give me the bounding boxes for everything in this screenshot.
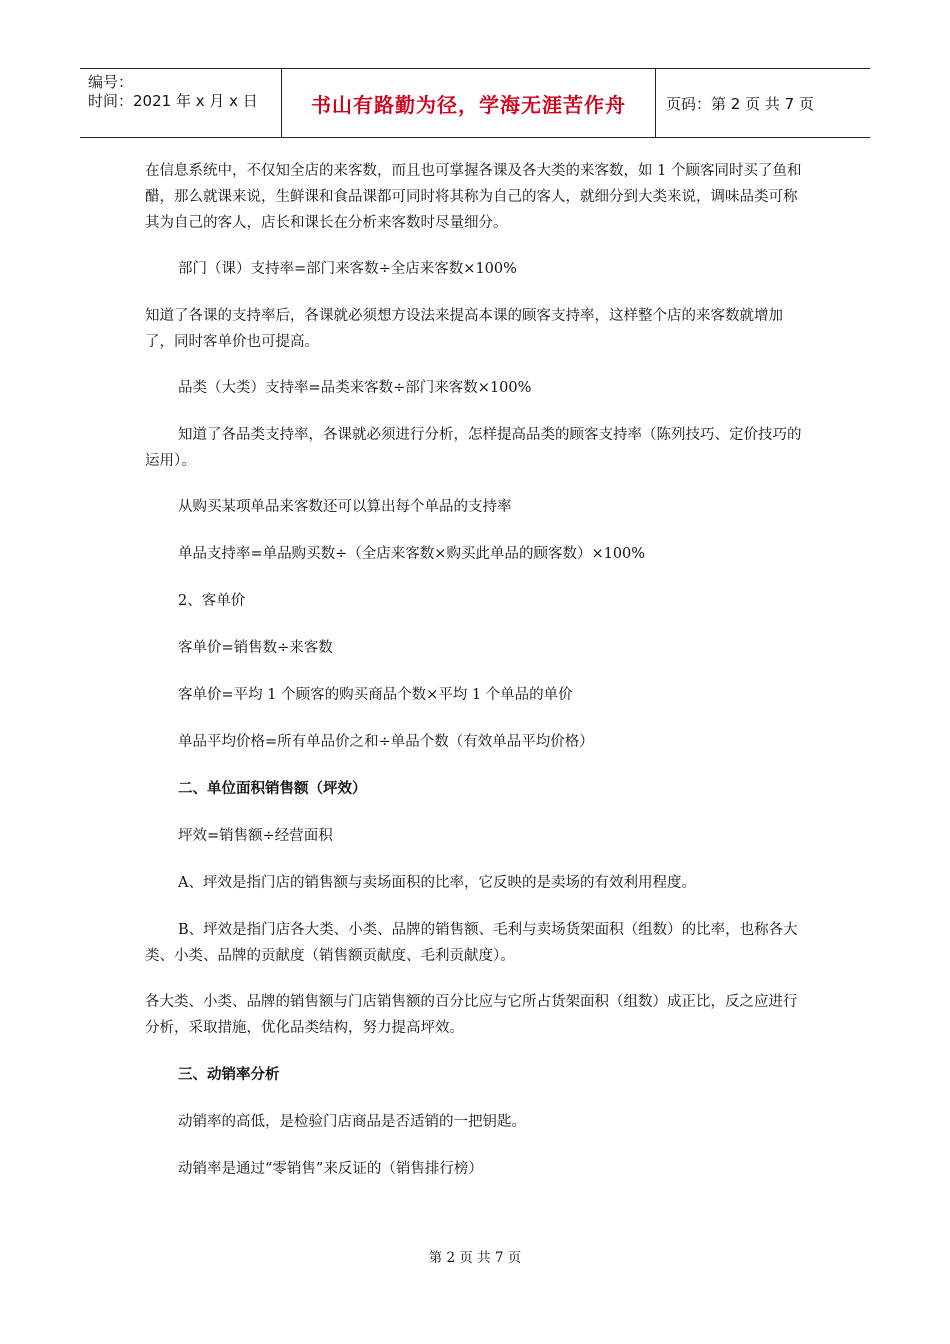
time-label: 时间：2021 年 x 月 x 日 bbox=[88, 92, 258, 110]
section-heading: 三、动销率分析 bbox=[178, 1067, 280, 1083]
paragraph: 动销率的高低，是检验门店商品是否适销的一把钥匙。 bbox=[178, 1114, 526, 1130]
page-label: 页码：第 2 页 共 7 页 bbox=[666, 94, 814, 113]
page-header bbox=[80, 68, 870, 138]
header-page-info bbox=[656, 69, 870, 137]
section-heading: 二、单位面积销售额（坪效） bbox=[178, 781, 367, 797]
motto-text: 书山有路勤为径，学海无涯苦作舟 bbox=[311, 92, 626, 117]
paragraph: 在信息系统中，不仅知全店的来客数，而且也可掌握各课及各大类的来客数，如 1 个顾客同时买了鱼和醋，那么就课来说，生鲜课和食品课都可同时将其称为自己的客人，就细分到大类来说，调味品类可称其为自己的客人，店长和课长在分析来客数时尽量细分。 bbox=[145, 163, 802, 231]
section-heading: 2、客单价 bbox=[178, 593, 246, 609]
paragraph: 各大类、小类、品牌的销售额与门店销售额的百分比应与它所占货架面积（组数）成正比，反之应进行分析，采取措施，优化品类结构，努力提高坪效。 bbox=[145, 994, 798, 1036]
header-meta bbox=[80, 69, 282, 137]
formula-avg-ticket: 客单价=销售数÷来客数 bbox=[178, 640, 333, 656]
paragraph: 知道了各课的支持率后，各课就必须想方设法来提高本课的顾客支持率，这样整个店的来客数就增加了，同时客单价也可提高。 bbox=[145, 308, 783, 350]
page-footer: 第 2 页 共 7 页 bbox=[428, 1250, 522, 1266]
paragraph: 动销率是通过“零销售”来反证的（销售排行榜） bbox=[178, 1161, 483, 1177]
formula-item-support: 单品支持率=单品购买数÷（全店来客数×购买此单品的顾客数）×100% bbox=[178, 546, 646, 562]
formula-avg-item-price: 单品平均价格=所有单品价之和÷单品个数（有效单品平均价格） bbox=[178, 734, 594, 750]
paragraph: 知道了各品类支持率，各课就必须进行分析，怎样提高品类的顾客支持率（陈列技巧、定价技巧的运用）。 bbox=[145, 427, 802, 469]
formula-avg-ticket-2: 客单价=平均 1 个顾客的购买商品个数×平均 1 个单品的单价 bbox=[178, 687, 573, 703]
paragraph: 从购买某项单品来客数还可以算出每个单品的支持率 bbox=[178, 499, 512, 515]
formula-category-support: 品类（大类）支持率=品类来客数÷部门来客数×100% bbox=[178, 380, 532, 396]
formula-dept-support: 部门（课）支持率=部门来客数÷全店来客数×100% bbox=[178, 261, 517, 277]
header-motto bbox=[282, 69, 656, 137]
paragraph: B、坪效是指门店各大类、小类、品牌的销售额、毛利与卖场货架面积（组数）的比率，也称各大类、小类、品牌的贡献度（销售额贡献度、毛利贡献度）。 bbox=[145, 922, 798, 964]
paragraph: A、坪效是指门店的销售额与卖场面积的比率，它反映的是卖场的有效利用程度。 bbox=[178, 875, 696, 891]
formula-sales-per-area: 坪效=销售额÷经营面积 bbox=[178, 828, 333, 844]
number-label: 编号： bbox=[88, 73, 134, 91]
